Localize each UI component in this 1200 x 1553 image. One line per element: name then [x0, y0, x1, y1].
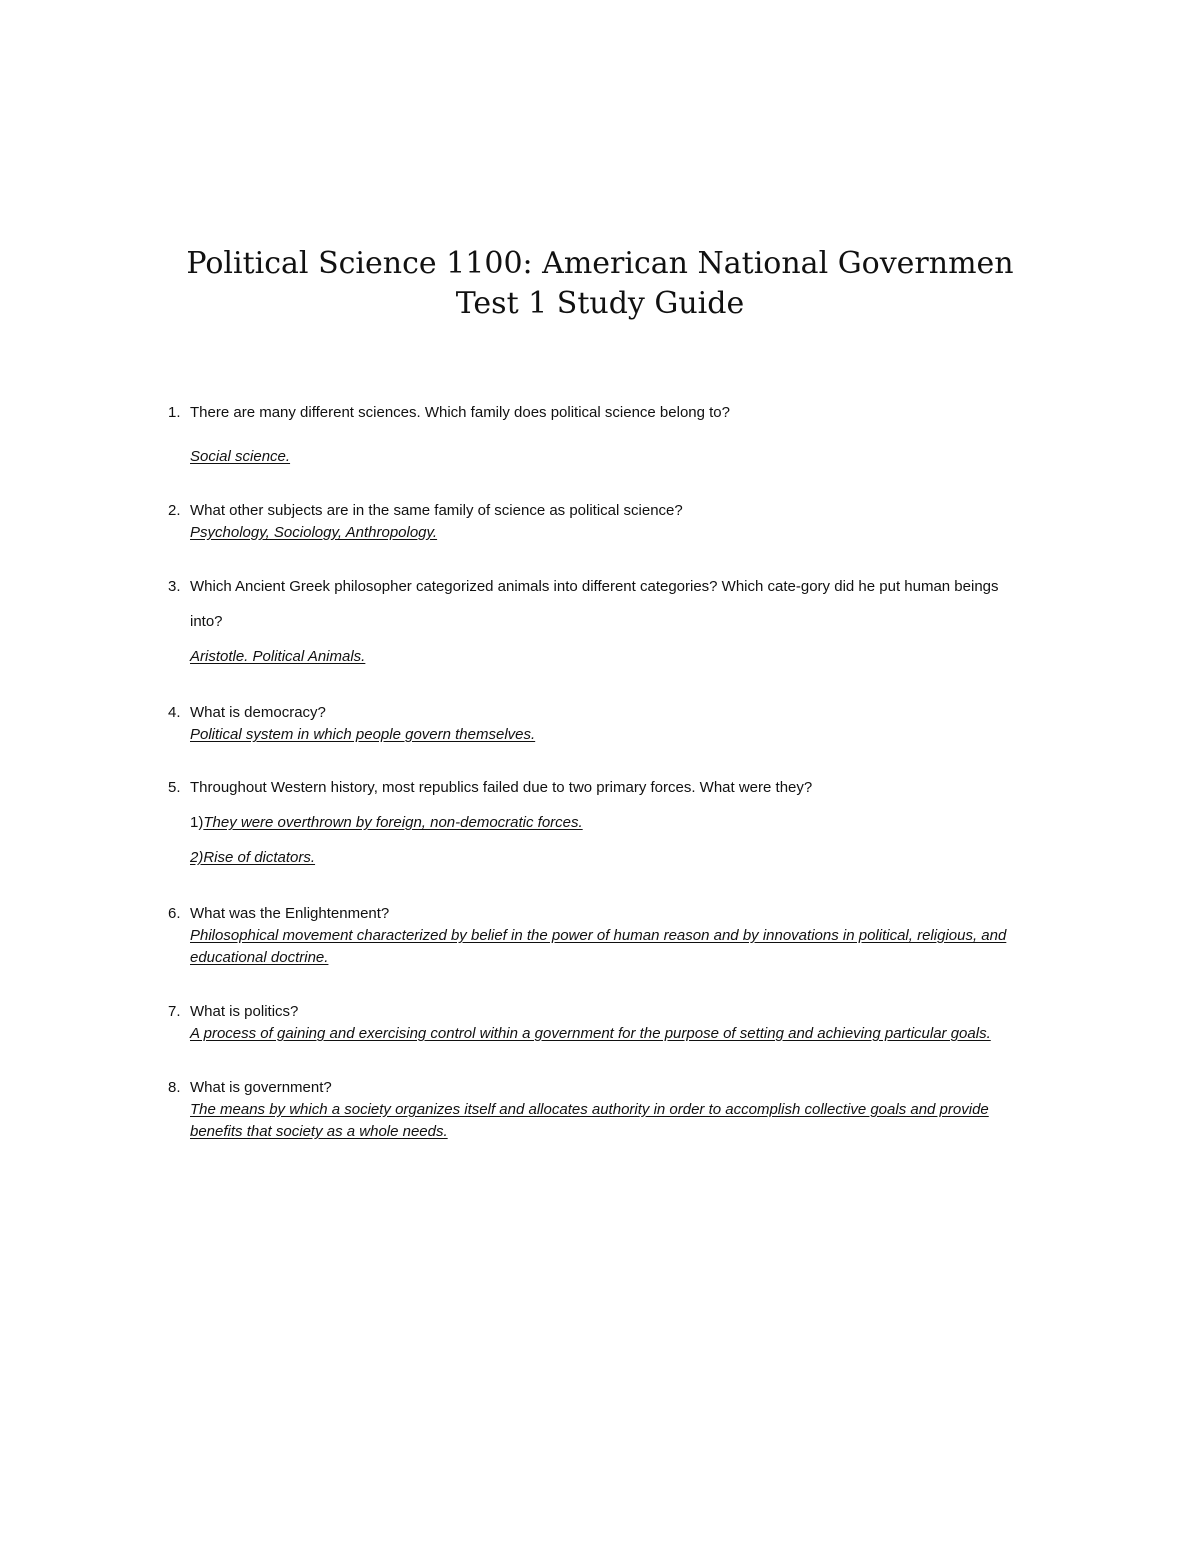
document-header: [0, 244, 1200, 324]
page-title: Political Science 1100: American National Governmen: [186, 246, 1014, 281]
answer-2-text: 2)Rise of dictators.: [190, 849, 316, 866]
question-5: [168, 777, 1068, 869]
question-text: There are many different sciences. Which family does political science belong to?: [190, 404, 730, 421]
question-text: What is government?: [190, 1079, 332, 1096]
answer-text: Social science.: [190, 448, 291, 465]
question-number: 3.: [168, 578, 181, 595]
question-6: [168, 903, 1068, 969]
question-2: [168, 500, 1068, 544]
question-3: [168, 576, 1068, 668]
question-4: [168, 702, 1068, 746]
question-7: [168, 1001, 1068, 1045]
question-text: What was the Enlightenment?: [190, 905, 390, 922]
answer-text: Psychology, Sociology, Anthropology.: [190, 524, 438, 541]
question-8: [168, 1077, 1068, 1143]
answer-text: Philosophical movement characterized by belief in the power of human reason and by innovations in political, religious, and: [190, 927, 1007, 944]
question-text: What is democracy?: [190, 704, 326, 721]
question-text: Which Ancient Greek philosopher categorized animals into different categories? Which cate-gory did he put human beings: [190, 578, 999, 595]
answer-text: Political system in which people govern themselves.: [190, 726, 536, 743]
question-number: 7.: [168, 1003, 181, 1020]
answer-text-continued: educational doctrine.: [190, 949, 329, 966]
question-number: 4.: [168, 704, 181, 721]
question-text: What other subjects are in the same family of science as political science?: [190, 502, 683, 519]
answer-text: Aristotle. Political Animals.: [190, 648, 366, 665]
question-number: 2.: [168, 502, 181, 519]
question-text: Throughout Western history, most republics failed due to two primary forces. What were they?: [190, 779, 813, 796]
answer-1-prefix: 1): [190, 814, 204, 831]
question-number: 1.: [168, 404, 181, 421]
page-subtitle: Test 1 Study Guide: [455, 286, 745, 321]
question-text-continued: into?: [190, 613, 223, 630]
answer-1: [190, 812, 1068, 834]
question-1: [168, 402, 1068, 468]
answer-text-continued: benefits that society as a whole needs.: [190, 1123, 448, 1140]
question-number: 8.: [168, 1079, 181, 1096]
answer-text: A process of gaining and exercising control within a government for the purpose of setting and achieving particular goals.: [190, 1025, 991, 1042]
question-number: 6.: [168, 905, 181, 922]
answer-text: The means by which a society organizes itself and allocates authority in order to accomplish collective goals and provide: [190, 1101, 989, 1118]
question-number: 5.: [168, 779, 181, 796]
answer-1-text: They were overthrown by foreign, non-democratic forces.: [203, 814, 583, 831]
question-text: What is politics?: [190, 1003, 299, 1020]
